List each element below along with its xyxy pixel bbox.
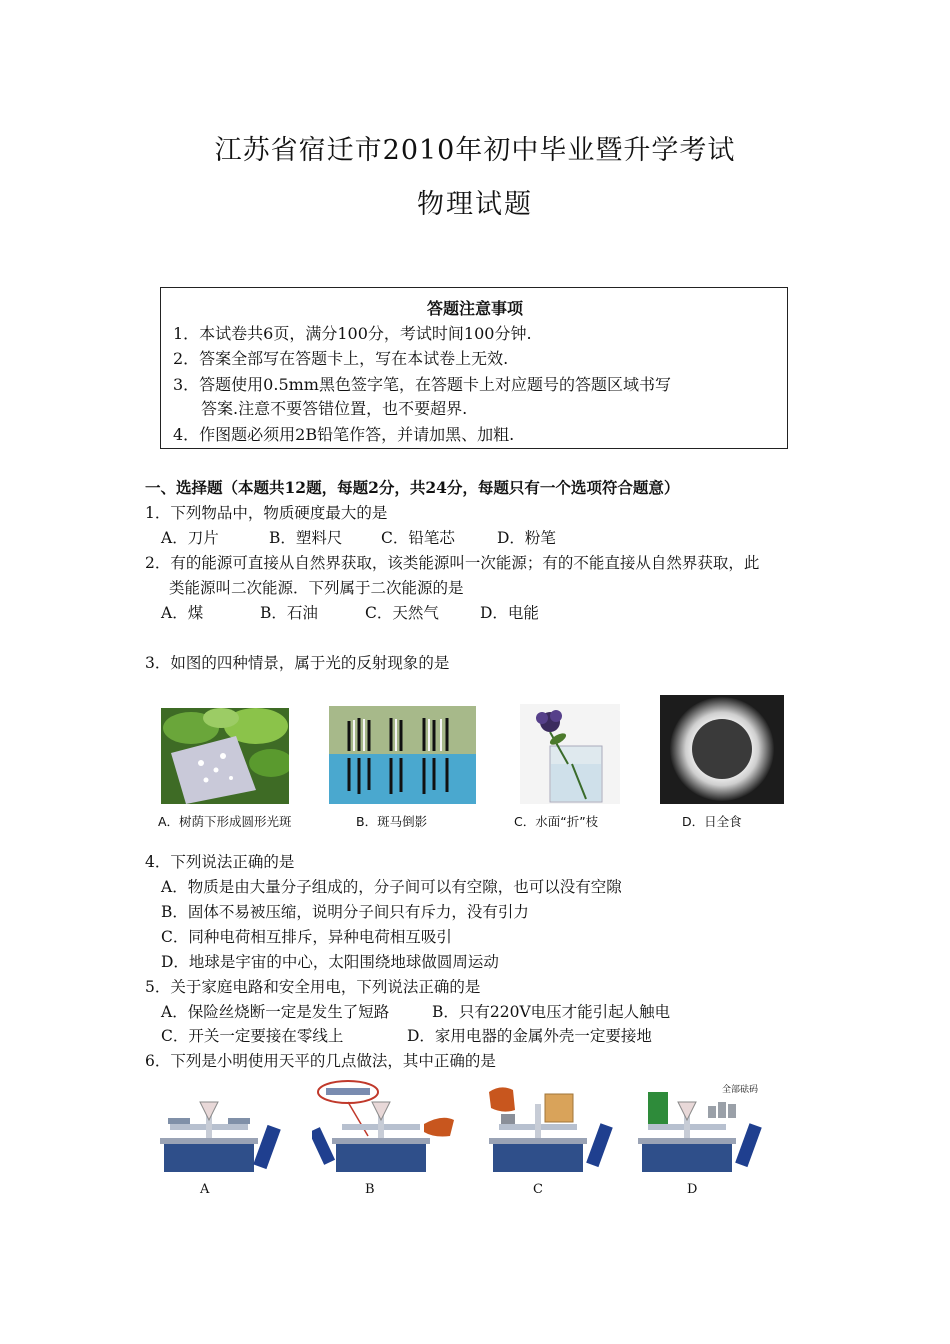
label-b: B: [365, 1182, 375, 1197]
notice-line: 答案.注意不要答错位置，也不要超界.: [201, 399, 468, 418]
notice-line: 2．答案全部写在答题卡上，写在本试卷上无效.: [173, 349, 509, 368]
leaf-shadow-image: [161, 708, 289, 804]
notice-box: [160, 287, 788, 449]
notice-title: 答题注意事项: [426, 299, 523, 318]
question-2: 2．有的能源可直接从自然界获取，该类能源叫一次能源；有的不能直接从自然界获取，此: [145, 554, 760, 572]
balance-scale-icon: [160, 1090, 286, 1174]
notice-line: 1．本试卷共6页，满分100分，考试时间100分钟.: [173, 324, 532, 343]
all-weights-note: 全部砝码: [722, 1085, 759, 1095]
question-5: 5．关于家庭电路和安全用电，下列说法正确的是: [145, 978, 481, 996]
caption-d: D．日全食: [682, 814, 742, 829]
balance-scale-icon: [487, 1084, 617, 1174]
question-1: 1．下列物品中，物质硬度最大的是: [145, 504, 388, 522]
option-c: C．铅笔芯: [381, 529, 455, 547]
option-a: A．保险丝烧断一定是发生了短路: [161, 1003, 390, 1021]
option-b: B．固体不易被压缩，说明分子间只有斥力，没有引力: [161, 903, 529, 921]
question-4: 4．下列说法正确的是: [145, 853, 295, 871]
caption-a: A．树荫下形成圆形光斑: [158, 814, 292, 829]
balance-scale-icon: [638, 1084, 774, 1174]
page-subtitle: 物理试题: [417, 189, 533, 220]
caption-c: C．水面“折”枝: [514, 814, 599, 829]
question-2-cont: 类能源叫二次能源．下列属于二次能源的是: [169, 579, 464, 597]
label-c: C: [533, 1182, 543, 1197]
option-d: D．粉笔: [497, 529, 556, 547]
solar-eclipse-image: [660, 695, 784, 804]
flower-in-water-image: [520, 704, 620, 804]
option-d: D．家用电器的金属外壳一定要接地: [407, 1027, 652, 1045]
caption-b: B．斑马倒影: [356, 814, 428, 829]
option-a: A．煤: [161, 604, 204, 622]
option-a: A．物质是由大量分子组成的，分子间可以有空隙，也可以没有空隙: [161, 878, 622, 896]
option-c: C．天然气: [365, 604, 439, 622]
option-b: B．塑料尺: [269, 529, 343, 547]
option-c: C．开关一定要接在零线上: [161, 1027, 344, 1045]
notice-line: 3．答题使用0.5mm黑色签字笔，在答题卡上对应题号的答题区域书写: [173, 375, 671, 394]
option-c: C．同种电荷相互排斥，异种电荷相互吸引: [161, 928, 452, 946]
option-b: B．石油: [260, 604, 318, 622]
balance-scale-icon: [312, 1080, 458, 1174]
label-d: D: [687, 1182, 698, 1197]
question-6: 6．下列是小明使用天平的几点做法，其中正确的是: [145, 1052, 496, 1070]
section-heading: 一、选择题（本题共12题，每题2分，共24分，每题只有一个选项符合题意）: [145, 478, 680, 497]
label-a: A: [200, 1182, 210, 1197]
zebra-reflection-image: [329, 706, 476, 804]
notice-line: 4．作图题必须用2B铅笔作答，并请加黑、加粗.: [173, 425, 515, 444]
option-d: D．地球是宇宙的中心，太阳围绕地球做圆周运动: [161, 953, 499, 971]
option-d: D．电能: [480, 604, 539, 622]
question-3: 3．如图的四种情景，属于光的反射现象的是: [145, 654, 450, 672]
page-title: 江苏省宿迁市2010年初中毕业暨升学考试: [214, 135, 736, 166]
option-a: A．刀片: [161, 529, 219, 547]
option-b: B．只有220V电压才能引起人触电: [432, 1003, 671, 1021]
